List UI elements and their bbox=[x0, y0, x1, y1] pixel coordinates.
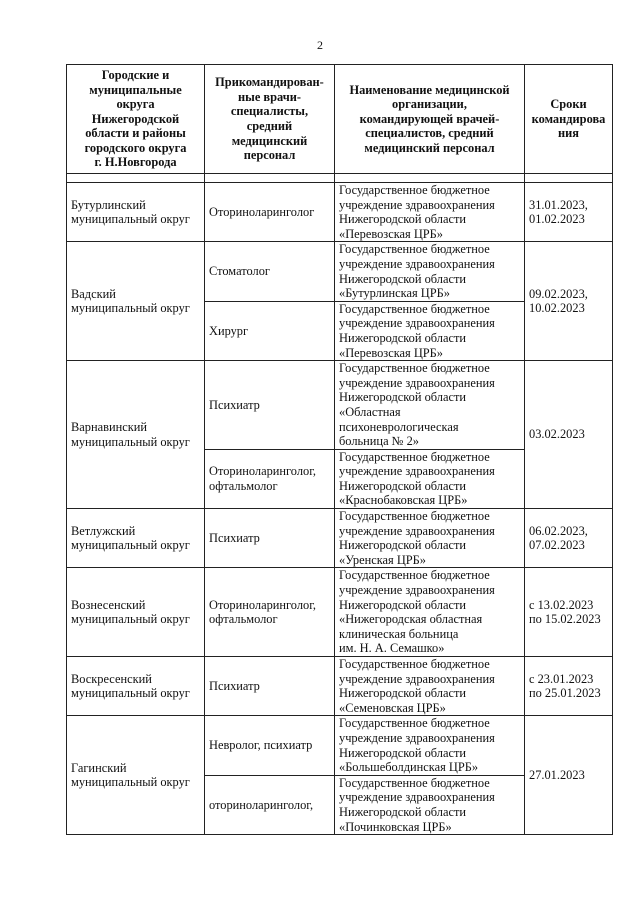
table-row bbox=[67, 716, 613, 775]
organization-cell: Государственное бюджетное учреждение здравоохранения Нижегородской области «Большеболдинская ЦРБ» bbox=[335, 716, 525, 775]
dates-cell: 09.02.2023, 10.02.2023 bbox=[525, 242, 613, 361]
table-row bbox=[67, 509, 613, 568]
page-number: 2 bbox=[317, 38, 323, 52]
specialist-cell: Оториноларинголог, офтальмолог bbox=[205, 449, 335, 508]
organization-cell: Государственное бюджетное учреждение здравоохранения Нижегородской области «Областная психоневрологическая больница № 2» bbox=[335, 361, 525, 450]
district-cell: Вознесенский муниципальный округ bbox=[67, 568, 205, 657]
header-specialists: Прикомандирован- ные врачи- специалисты, средний медицинский персонал bbox=[205, 65, 335, 174]
organization-cell: Государственное бюджетное учреждение здравоохранения Нижегородской области «Перевозская ЦРБ» bbox=[335, 183, 525, 242]
dates-cell: с 23.01.2023 по 25.01.2023 bbox=[525, 657, 613, 716]
district-cell: Воскресенский муниципальный округ bbox=[67, 657, 205, 716]
specialist-cell: оториноларинголог, bbox=[205, 775, 335, 834]
header-dates: Сроки командирова ния bbox=[525, 65, 613, 174]
specialist-cell: Оториноларинголог, офтальмолог bbox=[205, 568, 335, 657]
dates-cell: 31.01.2023, 01.02.2023 bbox=[525, 183, 613, 242]
table-row bbox=[67, 183, 613, 242]
table-header-row bbox=[67, 65, 613, 174]
spacer-row bbox=[67, 174, 613, 183]
organization-cell: Государственное бюджетное учреждение здравоохранения Нижегородской области «Перевозская ЦРБ» bbox=[335, 301, 525, 360]
district-cell: Бутурлинский муниципальный округ bbox=[67, 183, 205, 242]
organization-cell: Государственное бюджетное учреждение здравоохранения Нижегородской области «Уренская ЦРБ» bbox=[335, 509, 525, 568]
dates-cell: с 13.02.2023 по 15.02.2023 bbox=[525, 568, 613, 657]
district-cell: Вадский муниципальный округ bbox=[67, 242, 205, 361]
table-row bbox=[67, 568, 613, 657]
district-cell: Варнавинский муниципальный округ bbox=[67, 361, 205, 509]
dates-cell: 06.02.2023, 07.02.2023 bbox=[525, 509, 613, 568]
specialist-cell: Стоматолог bbox=[205, 242, 335, 301]
specialist-cell: Психиатр bbox=[205, 361, 335, 450]
specialist-cell: Оториноларинголог bbox=[205, 183, 335, 242]
dates-cell: 27.01.2023 bbox=[525, 716, 613, 835]
specialist-cell: Невролог, психиатр bbox=[205, 716, 335, 775]
organization-cell: Государственное бюджетное учреждение здравоохранения Нижегородской области «Починковская ЦРБ» bbox=[335, 775, 525, 834]
organization-cell: Государственное бюджетное учреждение здравоохранения Нижегородской области «Семеновская ЦРБ» bbox=[335, 657, 525, 716]
header-district: Городские и муниципальные округа Нижегородской области и районы городского округа г. Н.Новгорода bbox=[67, 65, 205, 174]
organization-cell: Государственное бюджетное учреждение здравоохранения Нижегородской области «Краснобаковская ЦРБ» bbox=[335, 449, 525, 508]
table-row bbox=[67, 242, 613, 301]
specialist-cell: Психиатр bbox=[205, 509, 335, 568]
district-cell: Гагинский муниципальный округ bbox=[67, 716, 205, 835]
organization-cell: Государственное бюджетное учреждение здравоохранения Нижегородской области «Бутурлинская ЦРБ» bbox=[335, 242, 525, 301]
table-row bbox=[67, 361, 613, 450]
assignment-table bbox=[66, 64, 613, 835]
specialist-cell: Психиатр bbox=[205, 657, 335, 716]
table-row bbox=[67, 657, 613, 716]
dates-cell: 03.02.2023 bbox=[525, 361, 613, 509]
header-organization: Наименование медицинской организации, командирующей врачей- специалистов, средний медицинский персонал bbox=[335, 65, 525, 174]
specialist-cell: Хирург bbox=[205, 301, 335, 360]
organization-cell: Государственное бюджетное учреждение здравоохранения Нижегородской области «Нижегородская областная клиническая больница им. Н. А. Семашко» bbox=[335, 568, 525, 657]
district-cell: Ветлужский муниципальный округ bbox=[67, 509, 205, 568]
